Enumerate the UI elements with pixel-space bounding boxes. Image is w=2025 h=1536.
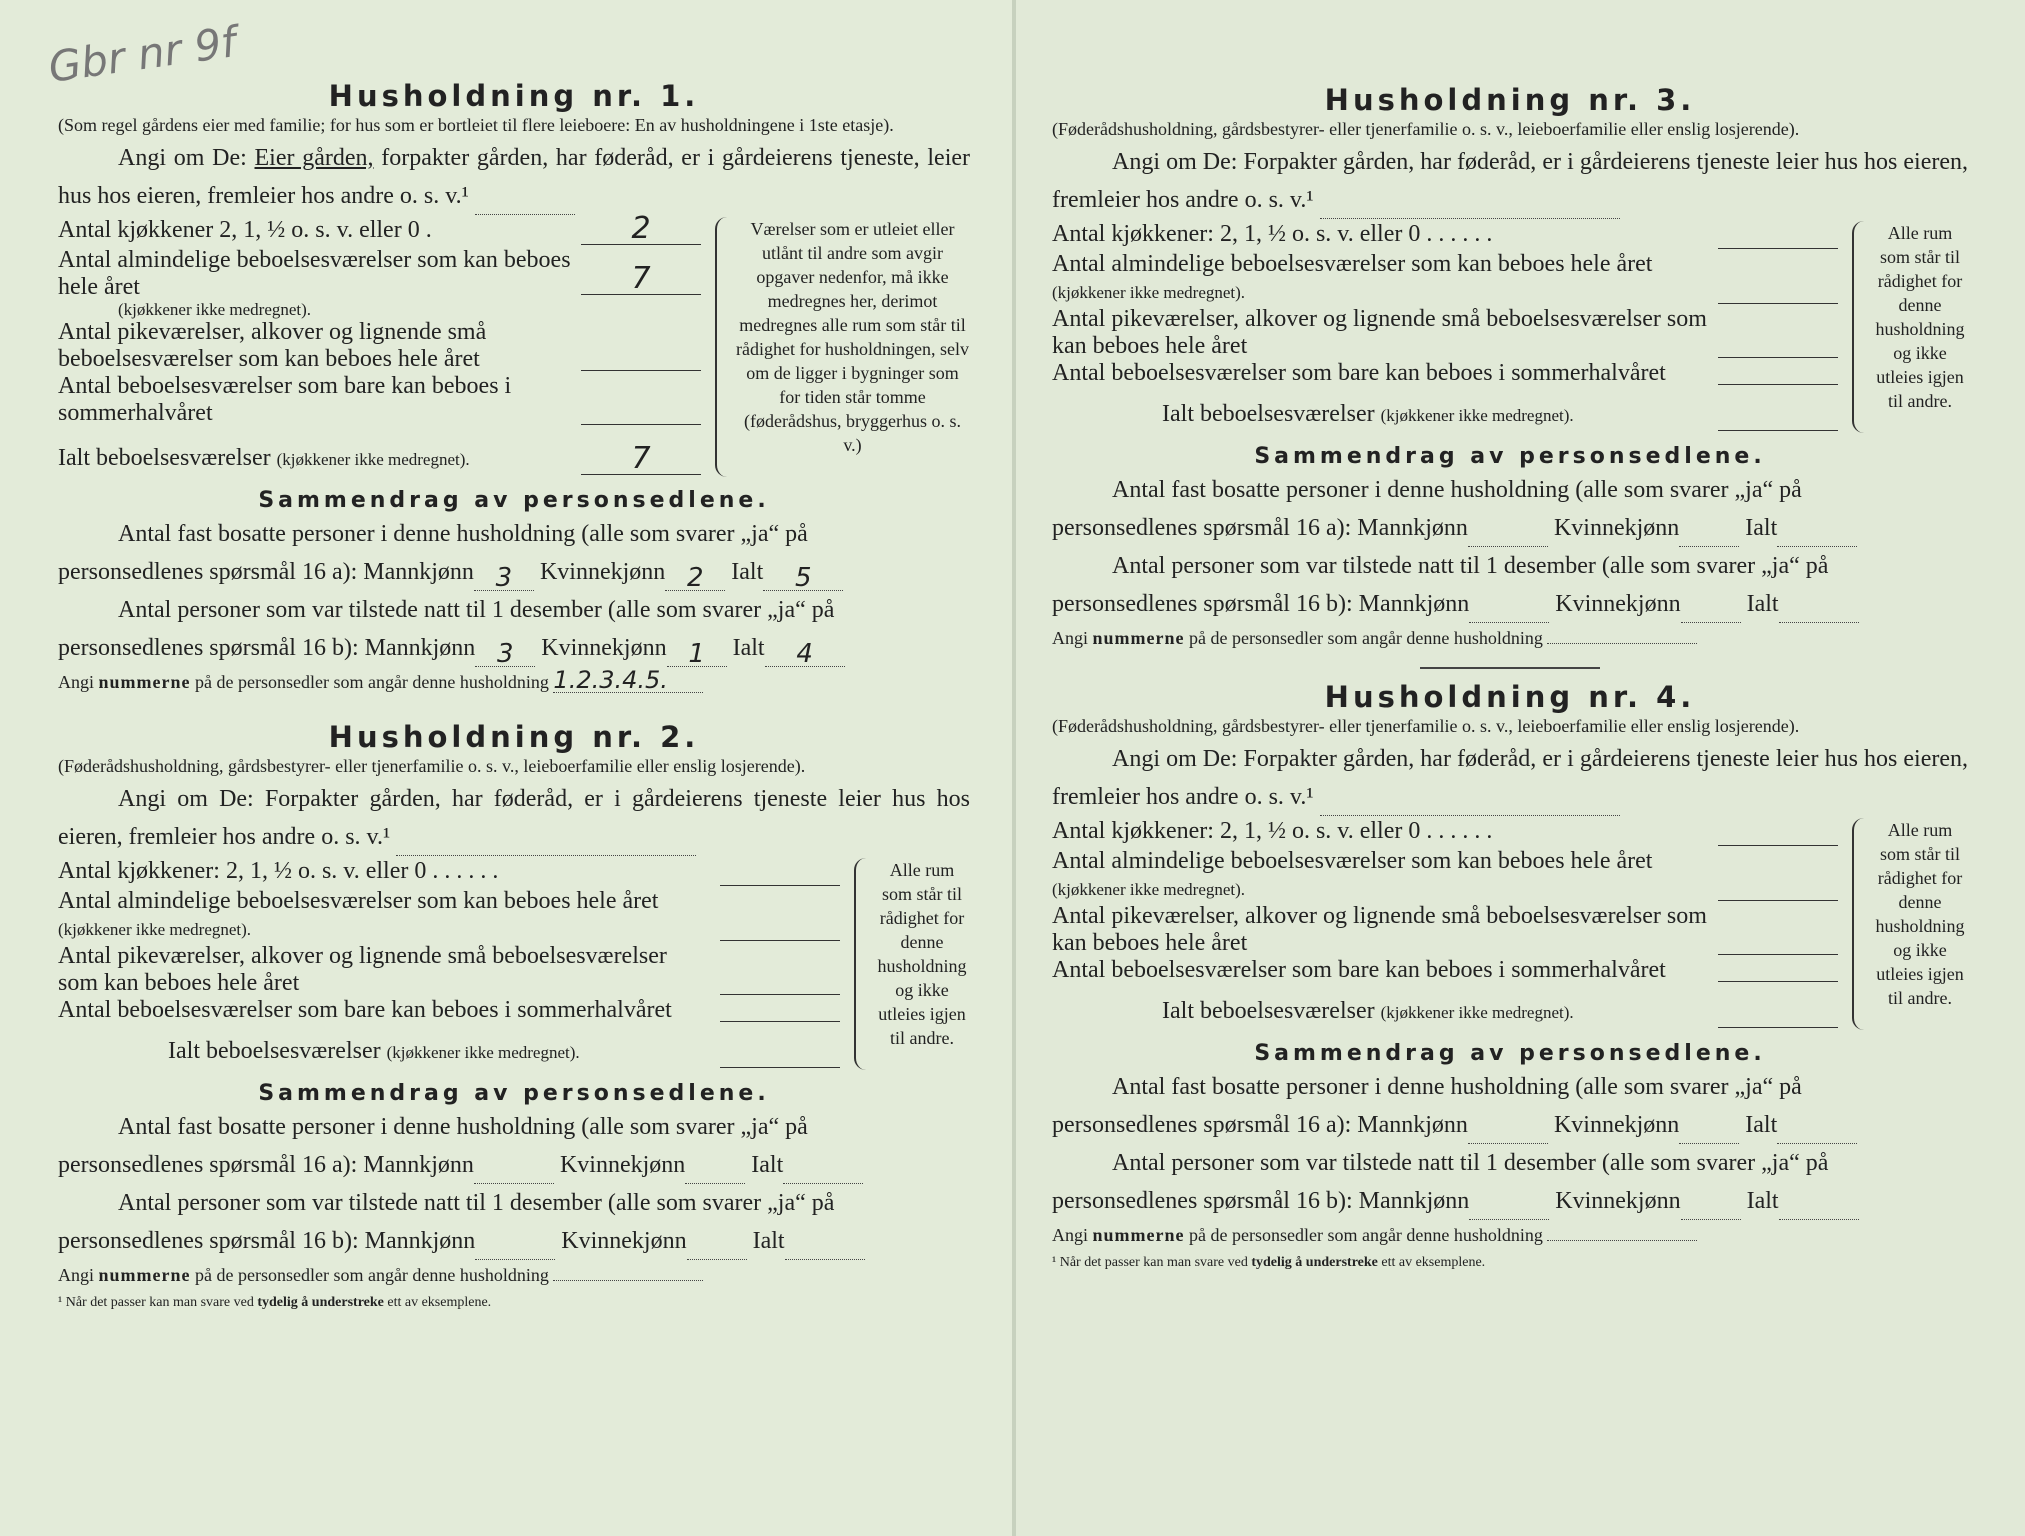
household-1-tenancy-answer[interactable]: Eier gården,: [254, 145, 374, 171]
footnote-left: ¹ Når det passer kan man svare ved tydelig å understreke ett av eksemplene.: [58, 1295, 492, 1310]
rooms-year-row: Antal almindelige beboelsesværelser som kan beboes hele året 7: [58, 247, 701, 301]
household-1-note: (Som regel gårdens eier med familie; for hus som er bortleiet til flere leieboere: En av husholdningene i 1ste etasje).: [58, 115, 894, 135]
household-2-title: Husholdning nr. 2.: [328, 720, 700, 754]
summer-rooms-row: Antal beboelsesværelser som bare kan beboes i sommerhalvåret: [58, 373, 701, 427]
household-1-summary-title: Sammendrag av personsedlene.: [258, 488, 770, 513]
maid-rooms-row: Antal pikeværelser, alkover og lignende små beboelsesværelser som kan beboes hele året: [58, 319, 701, 373]
household-1-rooms: Antal kjøkkener 2, 1, ½ o. s. v. eller 0 . 2 Antal almindelige beboelsesværelser som kan beboes hele året 7 (kjøkkener ikke medregnet). Antal pikeværelser, alkover og lignende små beboelsesværelser som kan beboes hele året Antal beboelsesværelser som bare kan beboes i sommerhalvåret Ialt beboelsesværelser (kjøkkener ikke medregnet). 7 Værelser som er utleiet eller utlånt til andre som avgir opgaver nedenfor, må ikke medregnes her, derimot medregnes alle rum som står til rådighet for husholdningen, selv om de ligger i bygninger som for tiden står tomme (føderådshus, bryggerhus o. s. v.): [58, 211, 969, 476]
household-1: Husholdning nr. 1. (Som regel gårdens eier med familie; for hus som er bortleiet til flere leieboere: En av husholdningene i 1ste etasje). Angi om De: Eier gården, forpakter gården, har føderåd, er i gårdeierens tjeneste, leier hus hos eieren, fremleier hos andre o. s. v.¹ Antal kjøkkener 2, 1, ½ o. s. v. eller 0 . 2 Antal almindelige beboelsesværelser som kan beboes hele året 7 (kjøkkener ikke medregnet). Antal pikeværelser, alkover og lignende små beboelsesværelser som kan beboes hele året Antal beboelsesværelser som bare kan beboes i sommerhalvåret Ialt beboelsesværelser (kjøkkener ikke medregnet). 7 Værelser som er utleiet eller utlånt til andre som avgir opgaver nedenfor, må ikke medregnes her, derimot medregnes alle rum som står til rådighet for husholdningen, selv om de ligger i bygninger som for tiden står tomme (føderådshus, bryggerhus o. s. v.) Sammendrag av personsedlene. Antal fast bosatte personer i denne husholdning (alle som svarer „ja“ på personsedlenes spørsmål 16 a): Mannkjønn 3 Kvinnekjønn 2 Ialt 5 Antal personer som var tilstede natt til 1 desember (alle som svarer „ja“ på personsedlenes spørsmål 16 b): Mannkjønn 3 Kvinnekjønn 1 Ialt 4 Angi nummerne på de personsedler som angår denne husholdning 1.2.3.4.5.: [58, 78, 970, 697]
household-3-title: Husholdning nr. 3.: [1324, 83, 1696, 117]
household-3: Husholdning nr. 3. (Føderådshusholdning, gårdsbestyrer- eller tjenerfamilie o. s. v., leieboerfamilie eller enslig losjerende). Angi om De: Forpakter gården, har føderåd, er i gårdeierens tjeneste leier hus hos eieren, fremleier hos andre o. s. v.¹ Antal kjøkkener: 2, 1, ½ o. s. v. eller 0 . . . . . . Antal almindelige beboelsesværelser som kan beboes hele året (kjøkkener ikke medregnet). Antal pikeværelser, alkover og lignende små beboelsesværelser som kan beboes hele året Antal beboelsesværelser som bare kan beboes i sommerhalvåret Ialt beboelsesværelser (kjøkkener ikke medregnet). Alle rum som står til rådighet for denne husholdning og ikke utleies igjen til andre. Sammendrag av personsedlene. Antal fast bosatte personer i denne husholdning (alle som svarer „ja“ på personsedlenes spørsmål 16 a): Mannkjønn Kvinnekjønn Ialt Antal personer som var tilstede natt til 1 desember (alle som svarer „ja“ på personsedlenes spørsmål 16 b): Mannkjønn Kvinnekjønn Ialt Angi nummerne på de personsedler som angår denne husholdning: [1052, 83, 1968, 648]
rooms-year-answer[interactable]: 7: [581, 264, 701, 295]
household-2-brace-note: Alle rum som står til rådighet for denne husholdning og ikke utleies igjen til andre.: [854, 858, 970, 1070]
margin-handwriting: Gbr nr 9f: [45, 17, 240, 92]
kitchens-answer[interactable]: 2: [581, 214, 701, 245]
total-rooms-row: Ialt beboelsesværelser (kjøkkener ikke medregnet). 7: [58, 441, 701, 477]
household-3-brace-note: Alle rum som står til rådighet for denne husholdning og ikke utleies igjen til andre.: [1852, 221, 1968, 433]
page-fold: [1012, 0, 1016, 1536]
kitchens-row: Antal kjøkkener 2, 1, ½ o. s. v. eller 0 . 2: [58, 217, 701, 247]
left-page: [58, 0, 970, 1312]
household-1-title: Husholdning nr. 1.: [328, 79, 700, 113]
household-4-brace-note: Alle rum som står til rådighet for denne husholdning og ikke utleies igjen til andre.: [1852, 818, 1968, 1030]
summer-rooms-answer[interactable]: [581, 424, 701, 425]
household-2-tenancy: Angi om De: Forpakter gården, har føderåd, er i gårdeierens tjeneste leier hus hos eieren, fremleier hos andre o. s. v.¹: [58, 780, 970, 856]
total-rooms-answer[interactable]: 7: [581, 444, 701, 475]
household-4: Husholdning nr. 4. (Føderådshusholdning, gårdsbestyrer- eller tjenerfamilie o. s. v., leieboerfamilie eller enslig losjerende). Angi om De: Forpakter gården, har føderåd, er i gårdeierens tjeneste leier hus hos eieren, fremleier hos andre o. s. v.¹ Antal kjøkkener: 2, 1, ½ o. s. v. eller 0 . . . . . . Antal almindelige beboelsesværelser som kan beboes hele året (kjøkkener ikke medregnet). Antal pikeværelser, alkover og lignende små beboelsesværelser som kan beboes hele året Antal beboelsesværelser som bare kan beboes i sommerhalvåret Ialt beboelsesværelser (kjøkkener ikke medregnet). Alle rum som står til rådighet for denne husholdning og ikke utleies igjen til andre. Sammendrag av personsedlene. Antal fast bosatte personer i denne husholdning (alle som svarer „ja“ på personsedlenes spørsmål 16 a): Mannkjønn Kvinnekjønn Ialt Antal personer som var tilstede natt til 1 desember (alle som svarer „ja“ på personsedlenes spørsmål 16 b): Mannkjønn Kvinnekjønn Ialt Angi nummerne på de personsedler som angår denne husholdning ¹ Når det passer kan man svare ved tydelig å understreke ett av eksemplene.: [1052, 680, 1968, 1270]
footnote-right: ¹ Når det passer kan man svare ved tydelig å understreke ett av eksemplene.: [1052, 1255, 1486, 1270]
household-1-present: personsedlenes spørsmål 16 b): Mannkjønn 3 Kvinnekjønn 1 Ialt 4: [58, 629, 970, 667]
household-4-title: Husholdning nr. 4.: [1324, 680, 1696, 714]
household-1-brace-note: Værelser som er utleiet eller utlånt til andre som avgir opgaver nedenfor, må ikke medregnes her, derimot medregnes alle rum som står til rådighet for husholdningen, selv om de ligger i bygninger som for tiden står tomme (føderådshus, bryggerhus o. s. v.): [715, 217, 970, 477]
household-1-tenancy: Angi om De: Eier gården, forpakter gården, har føderåd, er i gårdeierens tjeneste, leier hus hos eieren, fremleier hos andre o. s. v.¹: [58, 139, 970, 215]
divider: [1420, 667, 1600, 669]
right-page: [1052, 0, 1968, 1272]
maid-rooms-answer[interactable]: [581, 370, 701, 371]
household-2: Husholdning nr. 2. (Føderådshusholdning, gårdsbestyrer- eller tjenerfamilie o. s. v., leieboerfamilie eller enslig losjerende). Angi om De: Forpakter gården, har føderåd, er i gårdeierens tjeneste leier hus hos eieren, fremleier hos andre o. s. v.¹ Antal kjøkkener: 2, 1, ½ o. s. v. eller 0 . . . . . . Antal almindelige beboelsesværelser som kan beboes hele året (kjøkkener ikke medregnet). Antal pikeværelser, alkover og lignende små beboelsesværelser som kan beboes hele året Antal beboelsesværelser som bare kan beboes i sommerhalvåret Ialt beboelsesværelser (kjøkkener ikke medregnet). Alle rum som står til rådighet for denne husholdning og ikke utleies igjen til andre. Sammendrag av personsedlene. Antal fast bosatte personer i denne husholdning (alle som svarer „ja“ på personsedlenes spørsmål 16 a): Mannkjønn Kvinnekjønn Ialt Antal personer som var tilstede natt til 1 desember (alle som svarer „ja“ på personsedlenes spørsmål 16 b): Mannkjønn Kvinnekjønn Ialt Angi nummerne på de personsedler som angår denne husholdning ¹ Når det passer kan man svare ved tydelig å understreke ett av eksemplene.: [58, 720, 971, 1310]
household-1-numbers: Angi nummerne på de personsedler som angår denne husholdning 1.2.3.4.5.: [58, 667, 970, 697]
household-1-resident: personsedlenes spørsmål 16 a): Mannkjønn 3 Kvinnekjønn 2 Ialt 5: [58, 553, 970, 591]
